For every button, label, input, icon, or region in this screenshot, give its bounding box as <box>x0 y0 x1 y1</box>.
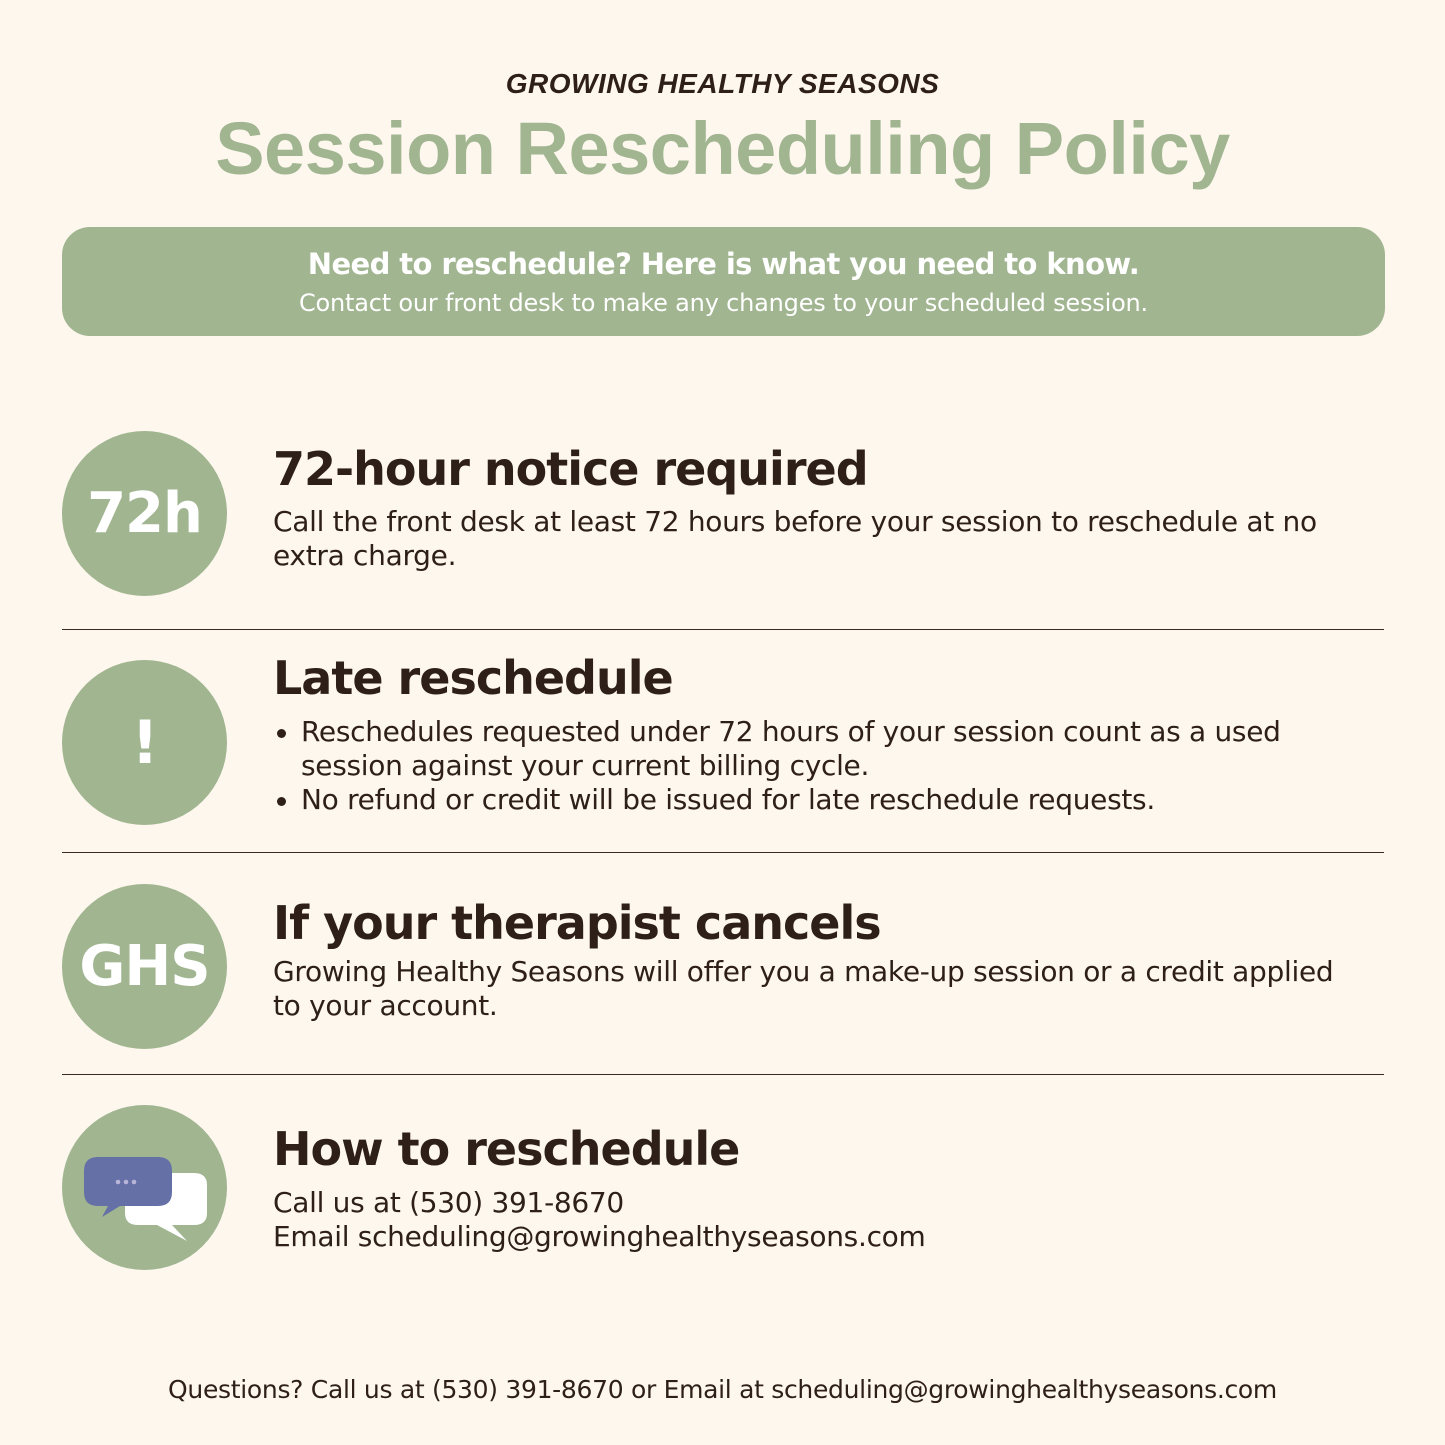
list-item: Reschedules requested under 72 hours of your session count as a used session against your current billing cycle. <box>273 715 1363 783</box>
page-title: Session Rescheduling Policy <box>215 107 1230 190</box>
72h-badge-icon: 72h <box>62 431 227 596</box>
divider <box>62 1074 1384 1075</box>
section-body-how <box>273 1186 1363 1254</box>
divider <box>62 852 1384 853</box>
divider <box>62 629 1384 630</box>
section-body-notice: Call the front desk at least 72 hours before your session to reschedule at no extra charge. <box>273 505 1317 572</box>
list-item: No refund or credit will be issued for late reschedule requests. <box>273 783 1363 817</box>
chat-bubbles-icon <box>62 1105 227 1270</box>
section-title-late: Late reschedule <box>273 651 673 705</box>
info-banner <box>62 227 1385 336</box>
section-title-therapist: If your therapist cancels <box>273 896 881 950</box>
phone-line: Call us at (530) 391-8670 <box>273 1186 624 1219</box>
section-body-late <box>273 715 1363 817</box>
exclamation-icon: ! <box>62 660 227 825</box>
section-title-how: How to reschedule <box>273 1122 740 1176</box>
footer-contact: Questions? Call us at (530) 391-8670 or Email at scheduling@growinghealthyseasons.com <box>168 1375 1277 1404</box>
section-body-therapist: Growing Healthy Seasons will offer you a make-up session or a credit applied to your account. <box>273 955 1334 1022</box>
ghs-badge-icon: GHS <box>62 884 227 1049</box>
section-title-notice: 72-hour notice required <box>273 442 868 496</box>
banner-subtext: Contact our front desk to make any changes to your scheduled session. <box>298 289 1148 317</box>
email-line: Email scheduling@growinghealthyseasons.com <box>273 1220 926 1253</box>
brand-name: GROWING HEALTHY SEASONS <box>505 68 940 99</box>
chat-bubbles-svg <box>62 1105 227 1270</box>
banner-headline: Need to reschedule? Here is what you need to know. <box>307 247 1140 281</box>
late-bullet-list <box>273 715 1363 817</box>
